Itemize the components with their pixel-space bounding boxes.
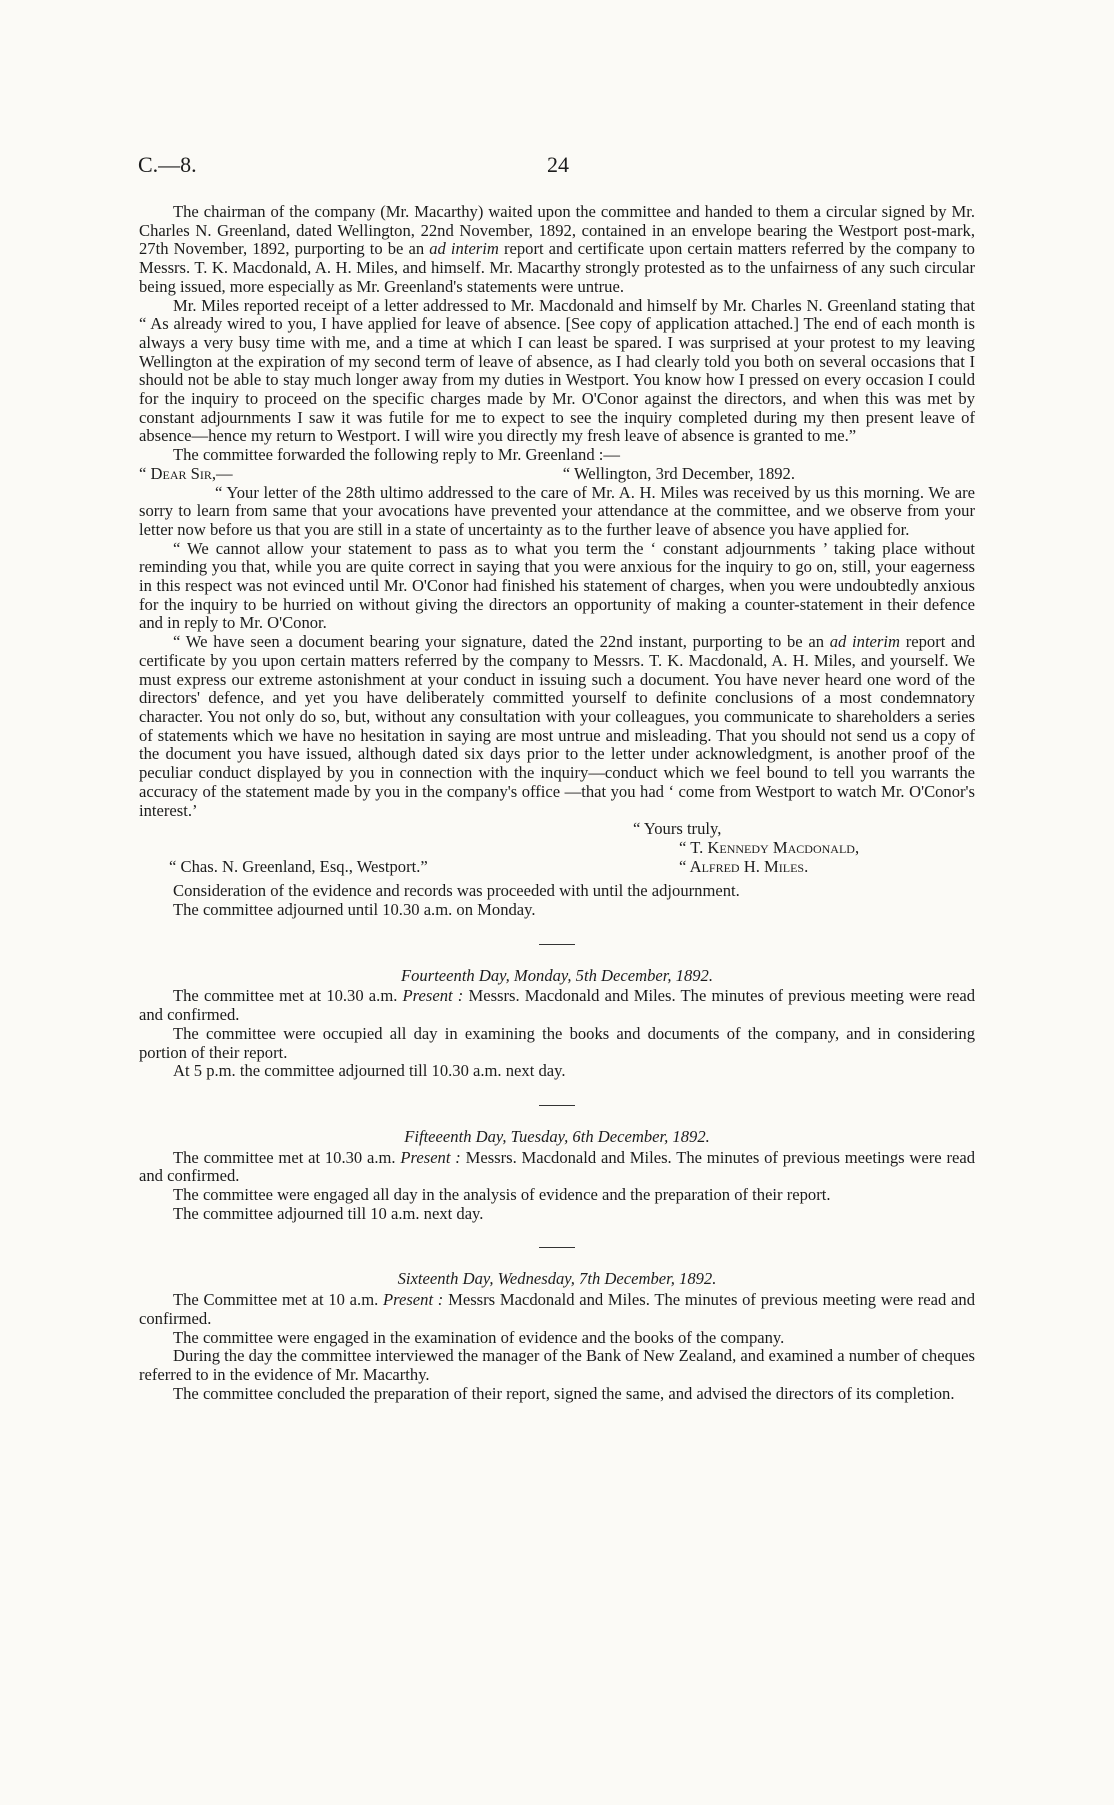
day-minutes: The Committee met at 10 a.m. Present : Messrs Macdonald and Miles. The minutes of previous meeting were read and confirmed. <box>139 1290 975 1328</box>
day-line: The committee were occupied all day in examining the books and documents of the company, and in considering portion of their report. <box>139 1023 975 1062</box>
letter-salutation: “ Dear Sir,— <box>139 463 233 483</box>
letter-paragraph: “ We have seen a document bearing your signature, dated the 22nd instant, purporting to be an ad interim report and certificate by you upon certain matters referred by the company to Messrs. T. K. Macdonald, A. H. Miles, and yourself. We must express our extreme astonishment at your conduct in issuing such a document. You have never heard one word of the directors' defence, and yet you have deliberately committed yourself to definite conclusions of a most condemnatory character. You not only do so, but, without any consultation with your colleagues, you communicate to shareholders a series of statements which we have no hesitation in saying are most untrue and misleading. That you should not send us a copy of the document you have issued, although dated six days prior to the letter under acknowledgment, is another proof of the peculiar conduct displayed by you in connection with the inquiry—conduct which we feel bound to tell you warrants the accuracy of the statement made by you in the company's office —that you had ‘ come from Westport to watch Mr. O'Conor's interest.’ <box>139 632 975 820</box>
day-line: The committee were engaged in the examination of evidence and the books of the company. <box>173 1327 785 1347</box>
day-title-fourteenth: Fourteenth Day, Monday, 5th December, 1892. <box>401 965 713 985</box>
letter-closing: “ Yours truly, <box>633 819 722 839</box>
day-line: The committee adjourned till 10 a.m. next day. <box>173 1203 484 1223</box>
paragraph-reply-intro: The committee forwarded the following reply to Mr. Greenland :— <box>173 445 620 465</box>
section-divider <box>539 944 575 945</box>
day-minutes: The committee met at 10.30 a.m. Present : Messrs. Macdonald and Miles. The minutes of previous meeting were read and confirmed. <box>139 986 975 1025</box>
letter-paragraph: “ Your letter of the 28th ultimo addressed to the care of Mr. A. H. Miles was received by us this morning. We are sorry to learn from same that your avocations have prevented your attendance at the committee, and we observe from your letter now before us that you are still in a state of uncertainty as to the further leave of absence you have applied for. <box>139 482 975 539</box>
page-number: 24 <box>547 152 569 177</box>
document-reference: C.—8. <box>138 152 197 177</box>
day-line: The committee concluded the preparation of their report, signed the same, and advised the directors of its completion. <box>173 1383 955 1403</box>
day-line: At 5 p.m. the committee adjourned till 10.30 a.m. next day. <box>173 1061 566 1081</box>
letter-heading <box>139 465 975 484</box>
paragraph-consideration: Consideration of the evidence and records was proceeded with until the adjournment. <box>173 881 740 901</box>
signature-row <box>139 858 975 877</box>
document-body <box>139 203 975 1403</box>
day-title-sixteenth: Sixteenth Day, Wednesday, 7th December, 1892. <box>397 1269 717 1289</box>
signature-macdonald: “ T. Kennedy Macdonald, <box>679 837 860 857</box>
paragraph-circular: The chairman of the company (Mr. Macarthy) waited upon the committee and handed to them a circular signed by Mr. Charles N. Greenland, dated Wellington, 22nd November, 1892, contained in an envelope bearing the Westport post-mark, 27th November, 1892, purporting to be an ad interim report and certificate upon certain matters referred by the company to Messrs. T. K. Macdonald, A. H. Miles, and himself. Mr. Macarthy strongly protested as to the unfairness of any such circular being issued, more especially as Mr. Greenland's statements were untrue. <box>139 202 975 296</box>
signature-miles: “ Alfred H. Miles. <box>679 856 809 876</box>
day-title-fifteenth: Fifteeenth Day, Tuesday, 6th December, 1892. <box>404 1126 710 1146</box>
day-minutes: The committee met at 10.30 a.m. Present : Messrs. Macdonald and Miles. The minutes of previous meetings were read and confirmed. <box>139 1147 975 1186</box>
day-line: The committee were engaged all day in the analysis of evidence and the preparation of their report. <box>173 1185 831 1205</box>
letter-paragraph: “ We cannot allow your statement to pass as to what you term the ‘ constant adjournments ’ taking place without reminding you that, while you are quite correct in saying that you were anxious for the inquiry to go on, still, your eagerness in this respect was not evinced until Mr. O'Conor had finished his statement of charges, when you were undoubtedly anxious for the inquiry to be hurried on without giving the directors an opportunity of making a counter-statement in their defence and in reply to Mr. O'Conor. <box>139 538 975 633</box>
section-divider <box>539 1247 575 1248</box>
paragraph-adjourned: The committee adjourned until 10.30 a.m. on Monday. <box>173 900 536 920</box>
section-divider <box>539 1105 575 1106</box>
letter-dateline: “ Wellington, 3rd December, 1892. <box>562 463 795 483</box>
letter-addressee: “ Chas. N. Greenland, Esq., Westport.” <box>169 856 428 876</box>
day-line: During the day the committee interviewed the manager of the Bank of New Zealand, and examined a number of cheques referred to in the evidence of Mr. Macarthy. <box>139 1346 975 1384</box>
paragraph-miles-report: Mr. Miles reported receipt of a letter addressed to Mr. Macdonald and himself by Mr. Charles N. Greenland stating that “ As already wired to you, I have applied for leave of absence. [See copy of application attached.] The end of each month is always a very busy time with me, and a time at which I can least be spared. I was surprised at your protest to my leaving Wellington at the expiration of my second term of leave of absence, as I had clearly told you both on several occasions that I should not be able to stay much longer away from my duties in Westport. You know how I pressed on every occasion I could for the inquiry to proceed on the specific charges made by Mr. O'Conor against the directors, and when this was met by constant adjournments I saw it was futile for me to expect to see the inquiry completed during my then present leave of absence—hence my return to Westport. I will wire you directly my fresh leave of absence is granted to me.” <box>139 295 975 446</box>
